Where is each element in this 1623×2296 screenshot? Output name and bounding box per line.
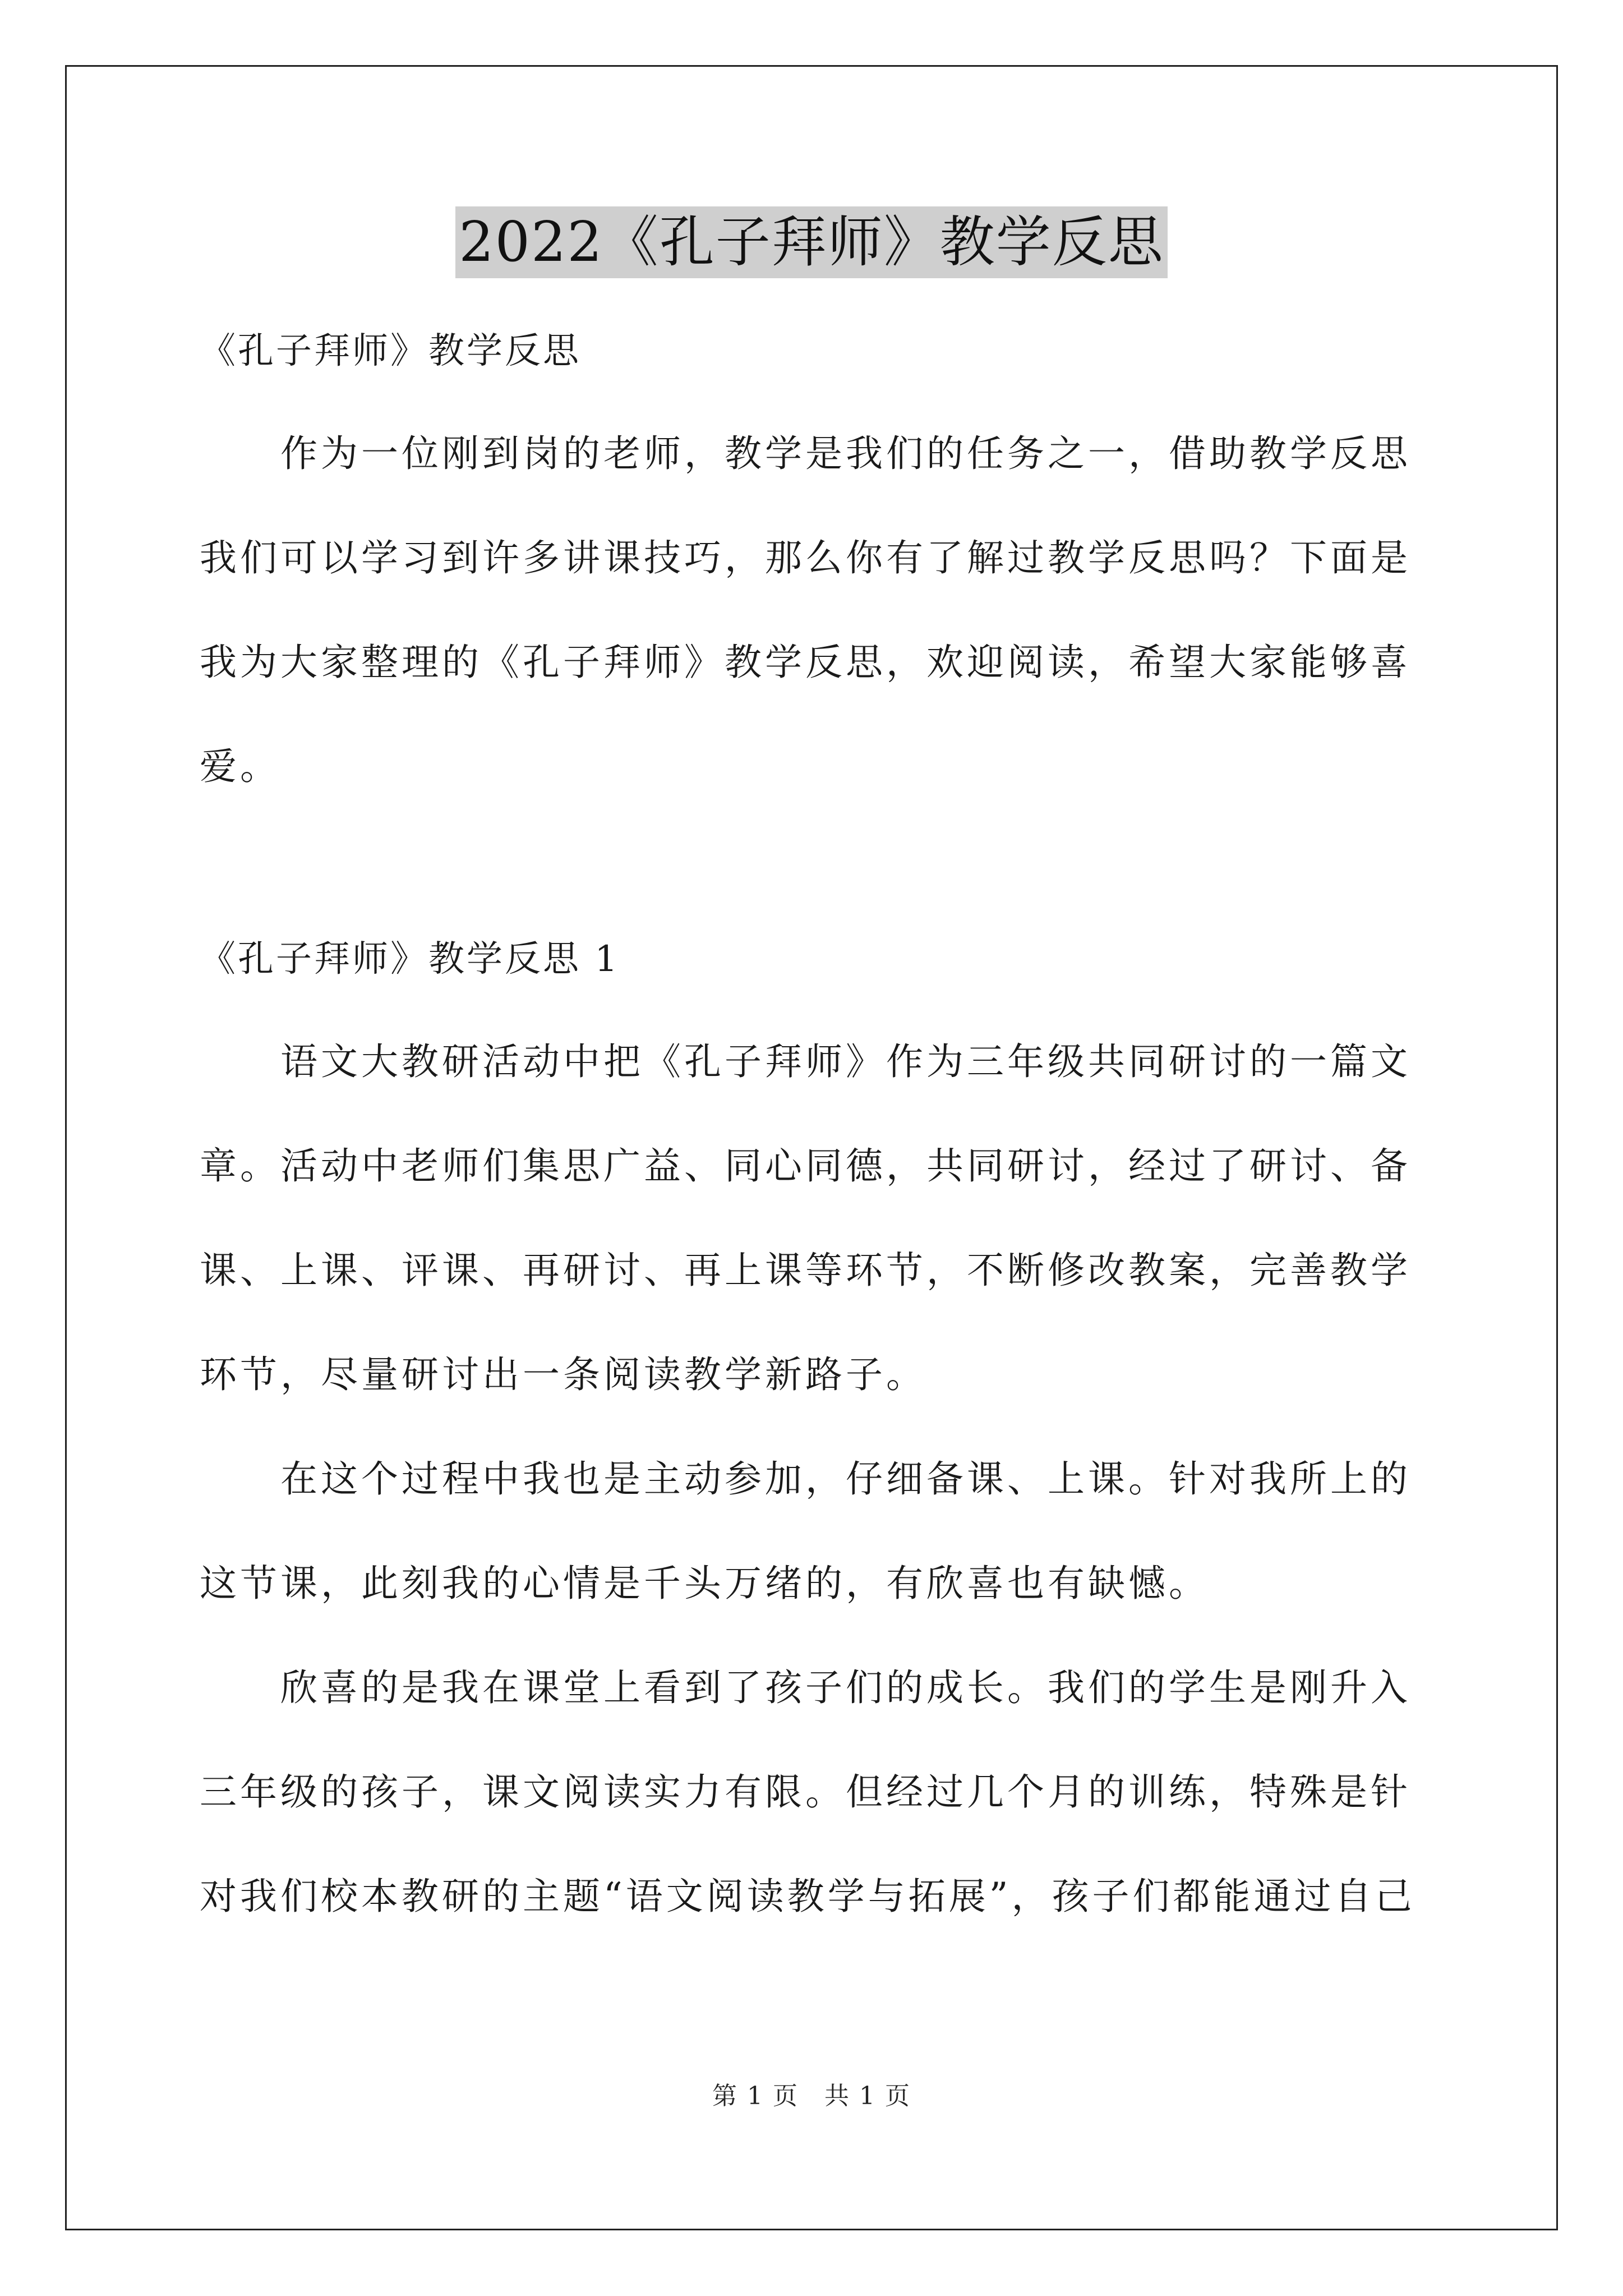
section-paragraph-1	[200, 1010, 1428, 1427]
paragraph-line: 章。活动中老师们集思广益、同心同德，共同研讨，经过了研讨、备	[200, 1144, 1411, 1188]
paragraph-line: 欣喜的是我在课堂上看到了孩子们的成长。我们的学生是刚升入	[280, 1666, 1411, 1709]
paragraph-line: 我们可以学习到许多讲课技巧，那么你有了解过教学反思吗？下面是	[200, 536, 1411, 579]
spacer	[200, 388, 1428, 402]
paragraph-line: 作为一位刚到岗的老师，教学是我们的任务之一，借助教学反思	[280, 432, 1411, 475]
paragraph-line: 爱。	[200, 745, 280, 788]
paragraph-line: 环节，尽量研讨出一条阅读教学新路子。	[200, 1353, 926, 1396]
page-footer	[0, 2076, 1623, 2111]
page-number-label: 第 1 页 共 1 页	[712, 2082, 911, 2110]
section-heading: 《孔子拜师》教学反思 1	[200, 938, 620, 980]
spacer	[200, 819, 1428, 922]
paragraph-line: 我为大家整理的《孔子拜师》教学反思，欢迎阅读，希望大家能够喜	[200, 641, 1411, 684]
document-body	[200, 314, 1428, 1949]
paragraph-line: 对我们校本教研的主题“语文阅读教学与拓展”，孩子们都能通过自己	[200, 1875, 1415, 1918]
document-title: 2022《孔子拜师》教学反思	[455, 206, 1167, 278]
section-paragraph-3	[200, 1636, 1428, 1949]
paragraph-line: 这节课，此刻我的心情是千头万绪的，有欣喜也有缺憾。	[200, 1562, 1209, 1605]
paragraph-line: 三年级的孩子，课文阅读实力有限。但经过几个月的训练，特殊是针	[200, 1770, 1411, 1814]
section-paragraph-2	[200, 1427, 1428, 1636]
intro-paragraph	[200, 402, 1428, 819]
spacer	[200, 996, 1428, 1010]
paragraph-line: 课、上课、评课、再研讨、再上课等环节，不断修改教案，完善教学	[200, 1249, 1411, 1292]
paragraph-line: 语文大教研活动中把《孔子拜师》作为三年级共同研讨的一篇文	[280, 1040, 1411, 1083]
intro-heading: 《孔子拜师》教学反思	[200, 330, 581, 372]
paragraph-line: 在这个过程中我也是主动参加，仔细备课、上课。针对我所上的	[280, 1457, 1411, 1501]
title-container	[0, 206, 1623, 278]
